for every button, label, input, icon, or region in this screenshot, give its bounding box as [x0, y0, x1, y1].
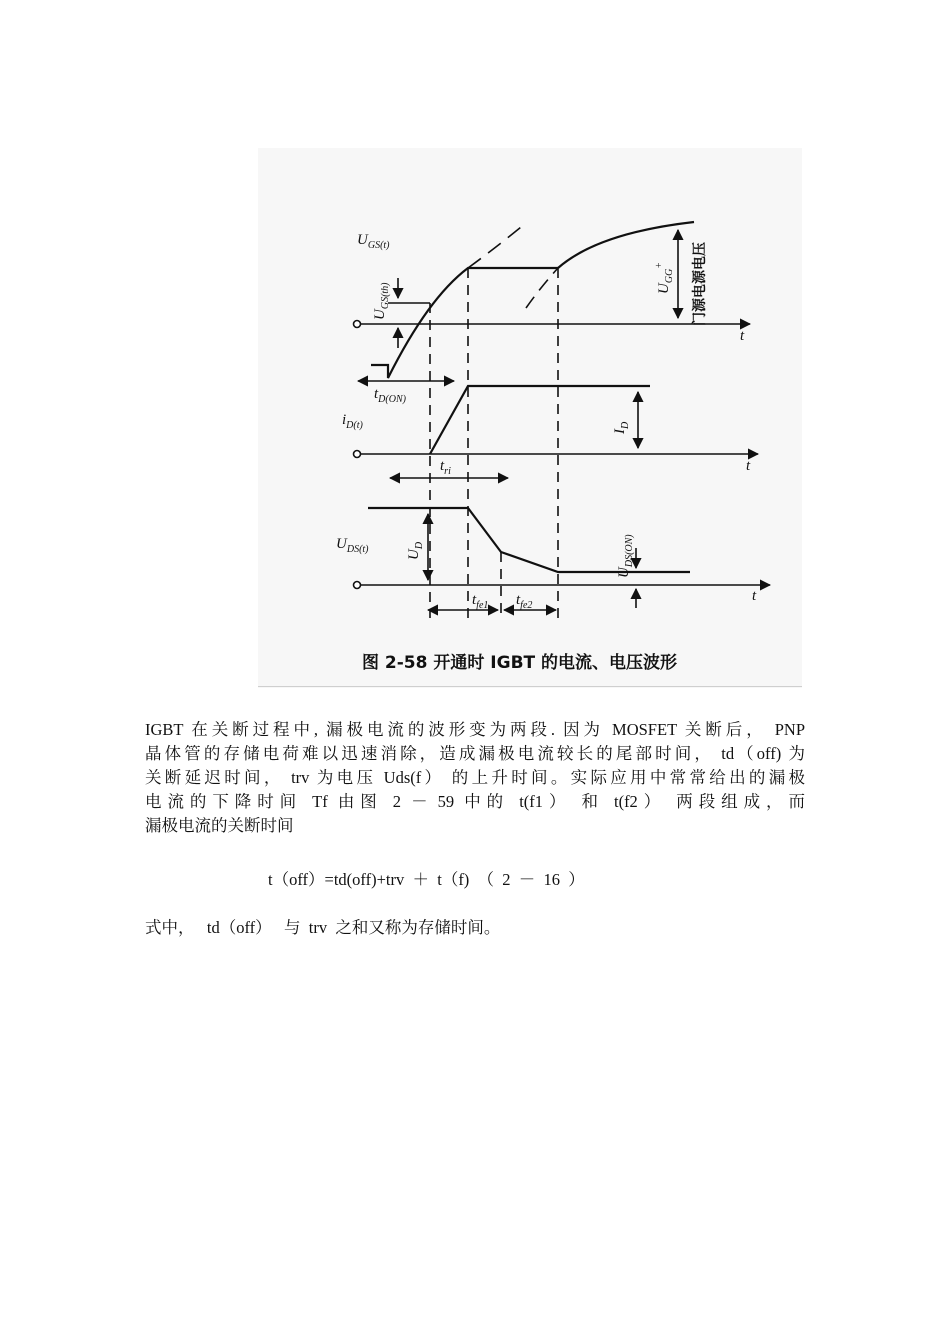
gate-voltage-final-rise	[558, 222, 694, 268]
gate-voltage-curve	[371, 268, 558, 378]
body-paragraph	[145, 718, 805, 838]
supply-voltage-label: $U_{GG}^+$	[654, 261, 675, 294]
delay-time-label: $t_{D(ON)}$	[374, 386, 406, 405]
equation-2-16: t（off）=td(off)+trv ＋ t（f) （ 2 － 16 ）	[268, 870, 585, 889]
formula-note: 式中， td（off） 与 trv 之和又称为存储时间。	[145, 918, 501, 937]
fall-time-2-label: $t_{fe2}$	[516, 592, 533, 611]
paragraph-line: IGBT 在关断过程中, 漏极电流的波形变为两段. 因为 MOSFET 关断后， PNP	[145, 720, 805, 739]
voltage-axis-t-label: t	[752, 588, 757, 604]
voltage-signal-label: $U_{DS(t)}$	[336, 536, 369, 555]
fall-time-1-label: $t_{fe1}$	[472, 592, 489, 611]
current-signal-label: $i_{D(t)}$	[342, 412, 363, 431]
paragraph-line: 电流的下降时间 Tf 由图 2 － 59 中的 t(f1） 和 t(f2） 两段组成，而	[145, 792, 805, 811]
paragraph-line: 关断延迟时间， trv 为电压 Uds(f） 的上升时间。实际应用中常常给出的漏极	[145, 768, 805, 787]
gate-voltage-extrapolation	[468, 223, 526, 268]
current-axis-origin	[354, 451, 361, 458]
voltage-amplitude-label: $U_D$	[406, 541, 425, 560]
gate-signal-label: $U_{GS(t)}$	[357, 232, 390, 251]
current-amplitude-label: $I_D$	[612, 421, 631, 434]
gate-axis-origin	[354, 321, 361, 328]
rise-time-label: $t_{ri}$	[440, 458, 451, 477]
supply-voltage-note: 门源电源电压	[692, 242, 708, 326]
figure-bottom-rule	[258, 686, 802, 687]
voltage-axis-origin	[354, 582, 361, 589]
paragraph-line: 漏极电流的关断时间	[145, 816, 294, 835]
paragraph-line: 晶体管的存储电荷难以迅速消除，造成漏极电流较长的尾部时间， td（off) 为	[145, 744, 805, 763]
gate-axis-t-label: t	[740, 328, 745, 344]
figure-caption: 图 2-58 开通时 IGBT 的电流、电压波形	[362, 653, 678, 673]
current-axis-t-label: t	[746, 458, 751, 474]
waveform-diagram	[258, 148, 802, 688]
on-voltage-label: $U_{DS(ON)}$	[616, 534, 635, 578]
gate-voltage-final-dashed	[526, 268, 558, 308]
igbt-turn-on-waveform-figure	[258, 148, 802, 688]
threshold-label: $U_{GS(th)}$	[372, 282, 391, 320]
drain-voltage-curve	[368, 508, 690, 572]
drain-current-curve	[430, 386, 650, 454]
